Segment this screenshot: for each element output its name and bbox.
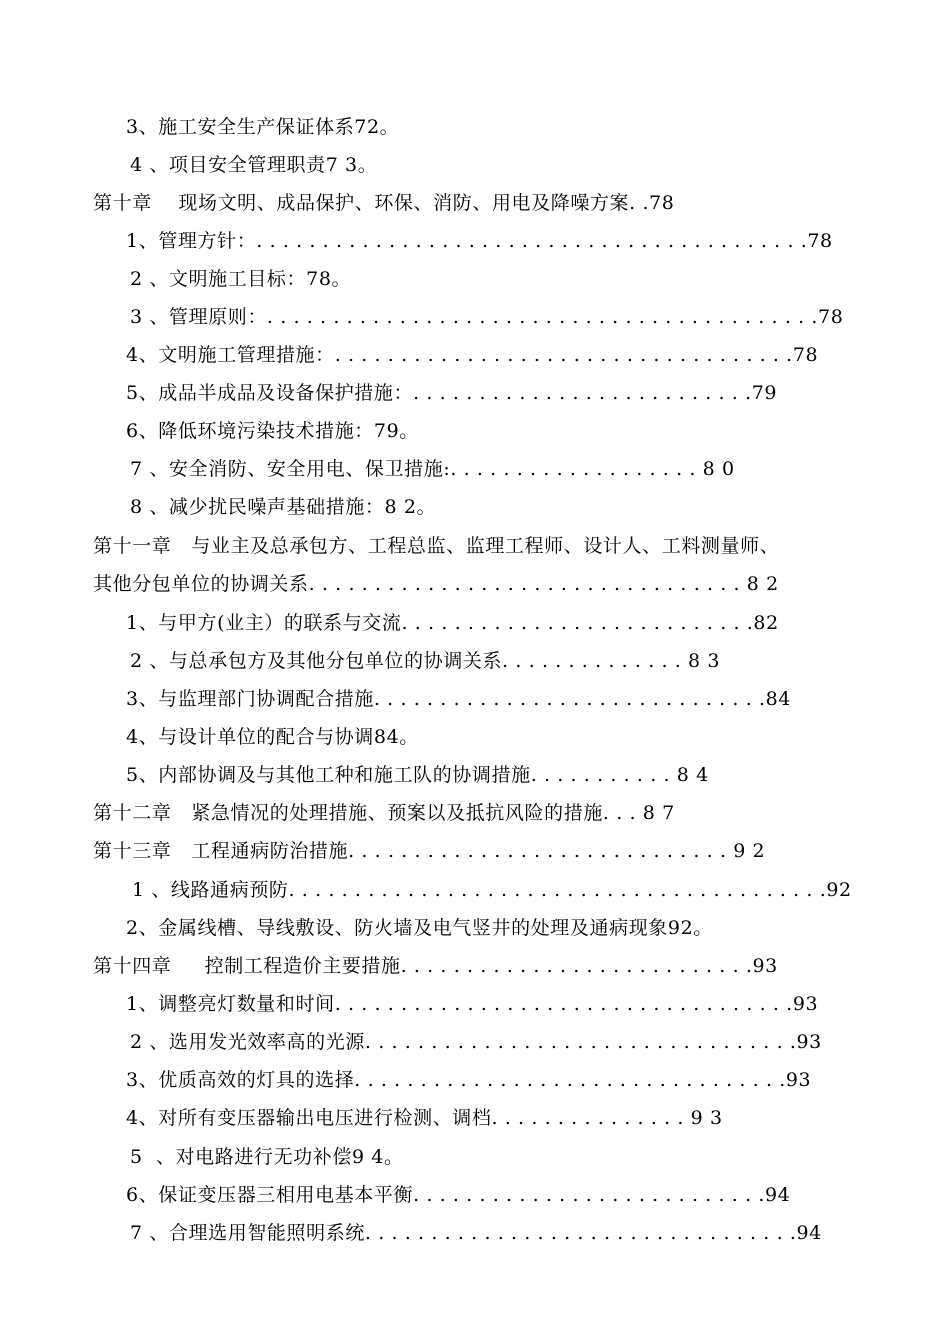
toc-entry-text: 3、优质高效的灯具的选择. . . . . . . . . . . . . . . . . . . . . . . . . . . . . . . . .93 [126,1069,812,1091]
toc-entry-text: 4、文明施工管理措施：. . . . . . . . . . . . . . . . . . . . . . . . . . . . . . . . . . .78 [126,344,819,366]
toc-chapter [0,184,950,222]
toc-entry-text: 1、管理方针：. . . . . . . . . . . . . . . . . . . . . . . . . . . . . . . . . . . . . . . . . .78 [126,230,833,252]
toc-entry [0,871,950,909]
toc-entry [0,756,950,794]
toc-chapter [0,794,950,832]
toc-entry [0,336,950,374]
toc-entry-text: 6、保证变压器三相用电基本平衡. . . . . . . . . . . . . . . . . . . . . . . . . . .94 [126,1184,791,1206]
toc-entry-text: 7 、合理选用智能照明系统. . . . . . . . . . . . . . . . . . . . . . . . . . . . . . . . .94 [130,1222,822,1244]
toc-entry [0,642,950,680]
toc-entry-text: 1、与甲方(业主）的联系与交流. . . . . . . . . . . . . . . . . . . . . . . . . . .82 [126,612,779,634]
toc-chapter-text: 第十章 现场文明、成品保护、环保、消防、用电及降噪方案. .78 [93,192,675,214]
toc-entry [0,146,950,184]
toc-entry [0,985,950,1023]
toc-entry [0,718,950,756]
toc-entry-text: 6、降低环境污染技术措施：79。 [126,420,419,442]
toc-entry-text: 3 、管理原则：. . . . . . . . . . . . . . . . . . . . . . . . . . . . . . . . . . . . . . . . . .78 [130,306,844,328]
toc-entry-text: 4、对所有变压器输出电压进行检测、调档. . . . . . . . . . . . . . . 9 3 [126,1107,723,1129]
toc-entry [0,108,950,146]
toc-entry-text: 4 、项目安全管理职责7 3。 [130,154,378,176]
toc-entry [0,298,950,336]
toc-entry [0,604,950,642]
toc-entry-text: 2 、选用发光效率高的光源. . . . . . . . . . . . . . . . . . . . . . . . . . . . . . . . .93 [130,1031,822,1053]
toc-entry [0,374,950,412]
toc-entry [0,909,950,947]
toc-entry-text: 3、与监理部门协调配合措施. . . . . . . . . . . . . . . . . . . . . . . . . . . . . .84 [126,688,791,710]
toc-entry [0,488,950,526]
toc-entry [0,412,950,450]
toc-chapter-text: 其他分包单位的协调关系. . . . . . . . . . . . . . . . . . . . . . . . . . . . . . . . . 8 2 [93,573,779,595]
toc-chapter [0,947,950,985]
toc-entry-text: 3、施工安全生产保证体系72。 [126,116,400,138]
toc-chapter-text: 第十二章 紧急情况的处理措施、预案以及抵抗风险的措施. . . 8 7 [93,802,675,824]
toc-entry-text: 2、金属线槽、导线敷设、防火墙及电气竖井的处理及通病现象92。 [126,917,713,939]
toc-entry-text: 5、内部协调及与其他工种和施工队的协调措施. . . . . . . . . . . 8 4 [126,764,709,786]
toc-entry-text: 5 、对电路进行无功补偿9 4。 [130,1146,404,1168]
toc-entry-text: 1 、线路通病预防. . . . . . . . . . . . . . . . . . . . . . . . . . . . . . . . . . . . . . . . .92 [132,879,852,901]
toc-entry [0,1214,950,1252]
toc-chapter-text: 第十三章 工程通病防治措施. . . . . . . . . . . . . . . . . . . . . . . . . . . . . 9 2 [93,840,766,862]
toc-entry [0,680,950,718]
toc-entry-text: 1、调整亮灯数量和时间. . . . . . . . . . . . . . . . . . . . . . . . . . . . . . . . . . .93 [126,993,819,1015]
toc-entry [0,1061,950,1099]
toc-entry [0,260,950,298]
toc-entry-text: 8 、减少扰民噪声基础措施：8 2。 [130,496,437,518]
toc-entry-text: 4、与设计单位的配合与协调84。 [126,726,419,748]
toc-entry-text: 5、成品半成品及设备保护措施：. . . . . . . . . . . . . . . . . . . . . . . . . .79 [126,382,778,404]
toc-chapter [0,527,950,565]
toc-chapter-text: 第十四章 控制工程造价主要措施. . . . . . . . . . . . . . . . . . . . . . . . . . .93 [93,955,778,977]
toc-entry [0,1099,950,1137]
toc-entry [0,1176,950,1214]
toc-entry [0,1138,950,1176]
toc-entry-text: 7 、安全消防、安全用电、保卫措施:. . . . . . . . . . . . . . . . . . . 8 0 [130,458,735,480]
toc-chapter [0,832,950,870]
toc-entry-text: 2 、与总承包方及其他分包单位的协调关系. . . . . . . . . . . . . . 8 3 [130,650,721,672]
toc-entry [0,450,950,488]
toc-chapter-continued [0,565,950,603]
toc-entry [0,1023,950,1061]
toc-entry [0,222,950,260]
toc-entry-text: 2 、文明施工目标：78。 [130,268,352,290]
toc-chapter-text: 第十一章 与业主及总承包方、工程总监、监理工程师、设计人、工料测量师、 [93,535,780,557]
